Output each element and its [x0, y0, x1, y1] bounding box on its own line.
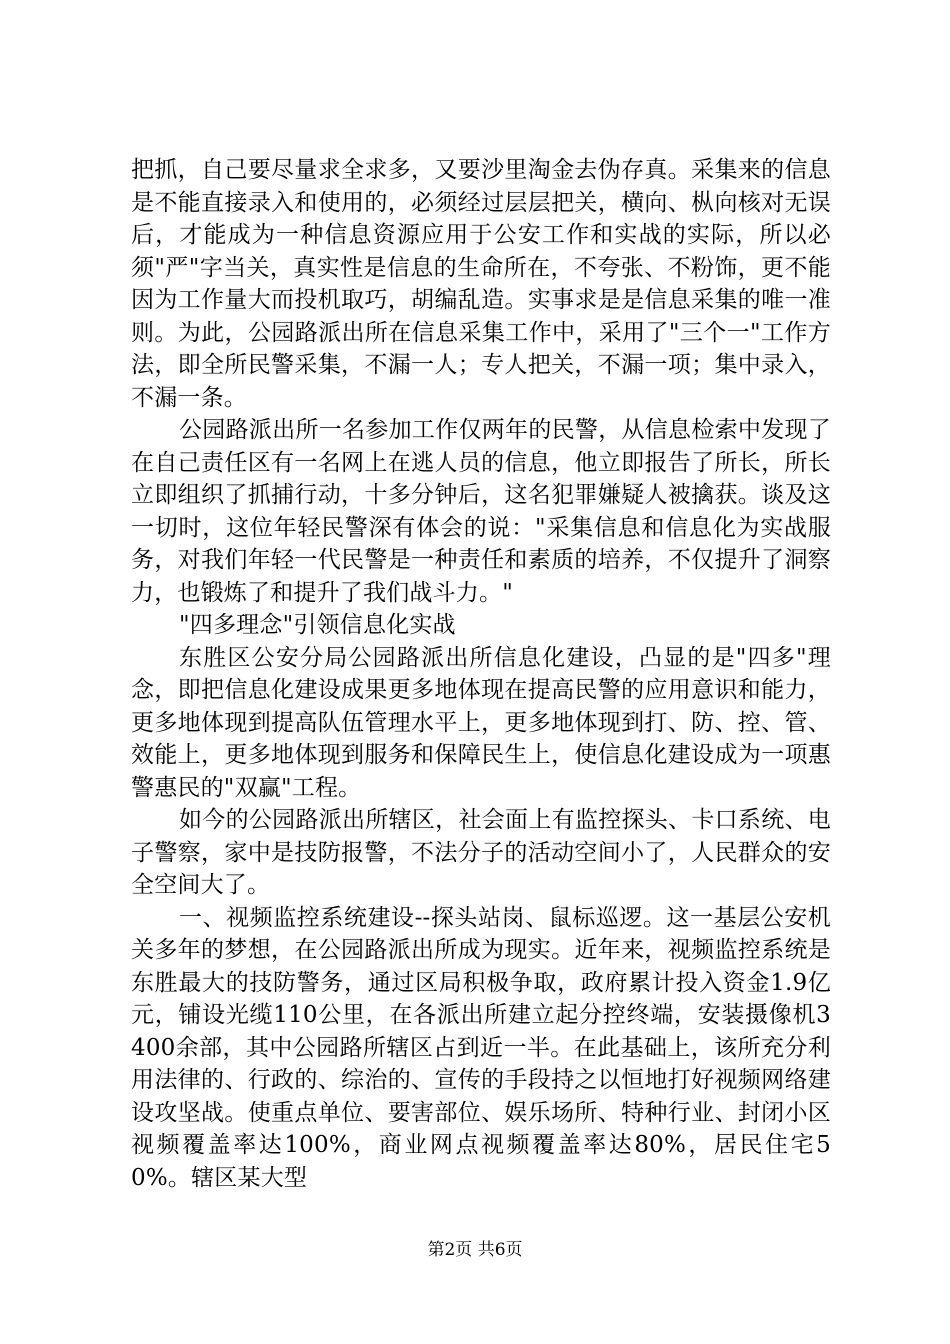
body-text — [131, 154, 831, 1194]
paragraph-four-concepts: 东胜区公安分局公园路派出所信息化建设，凸显的是"四多"理念，即把信息化建设成果更多地体现在提高民警的应用意识和能力，更多地体现到提高队伍管理水平上，更多地体现到打、防、控、管、效能上，更多地体现到服务和保障民生上，使信息化建设成为一项惠警惠民的"双赢"工程。 — [131, 644, 831, 801]
paragraph-intro: 把抓，自己要尽量求全求多，又要沙里淘金去伪存真。采集来的信息是不能直接录入和使用的，必须经过层层把关，横向、枞向核对无误后，才能成为一种信息资源应用于公安工作和实战的实际，所以必须"严"字当关，真实性是信息的生命所在，不夸张、不粉饰，更不能因为工作量大而投机取巧，胡编乱造。实事求是是信息采集的唯一准则。为此，公园路派出所在信息采集工作中，采用了"三个一"工作方法，即全所民警采集，不漏一人；专人把关，不漏一项；集中录入，不漏一条。 — [131, 157, 831, 411]
paragraph-video-monitoring: 一、视频监控系统建设--探头站岗、鼠标巡逻。这一基层公安机关多年的梦想，在公园路派出所成为现实。近年来，视频监控系统是东胜最大的技防警务，通过区局积极争取，政府累计投入资金1.9亿元，铺设光缆110公里，在各派出所建立起分控终端，安装摄像机3400余部，其中公园路所辖区占到近一半。在此基础上，该所充分利用法律的、行政的、综治的、宣传的手段持之以恒地打好视频网络建设攻坚战。使重点单位、要害部位、娱乐场所、特种行业、封闭小区视频覆盖率达100%，商业网点视频覆盖率达80%，居民住宅50%。辖区某大型 — [131, 904, 831, 1191]
page-footer — [0, 1240, 950, 1260]
paragraph-jurisdiction: 如今的公园路派出所辖区，社会面上有监控探头、卡口系统、电子警察，家中是技防报警，不法分子的活动空间小了，人民群众的安全空间大了。 — [131, 807, 831, 898]
section-heading: "四多理念"引领信息化实战 — [179, 612, 456, 638]
paragraph-young-officer: 公园路派出所一名参加工作仅两年的民警，从信息检索中发现了在自己责任区有一名网上在逃人员的信息，他立即报告了所长，所长立即组织了抓捕行动，十多分钟后，这名犯罪嫌疑人被擒获。谈及这一切时，这位年轻民警深有体会的说："采集信息和信息化为实战服务，对我们年轻一代民警是一种责任和素质的培养，不仅提升了洞察力，也锻炼了和提升了我们战斗力。" — [131, 417, 831, 606]
page-number: 第2页 共6页 — [427, 1240, 523, 1260]
